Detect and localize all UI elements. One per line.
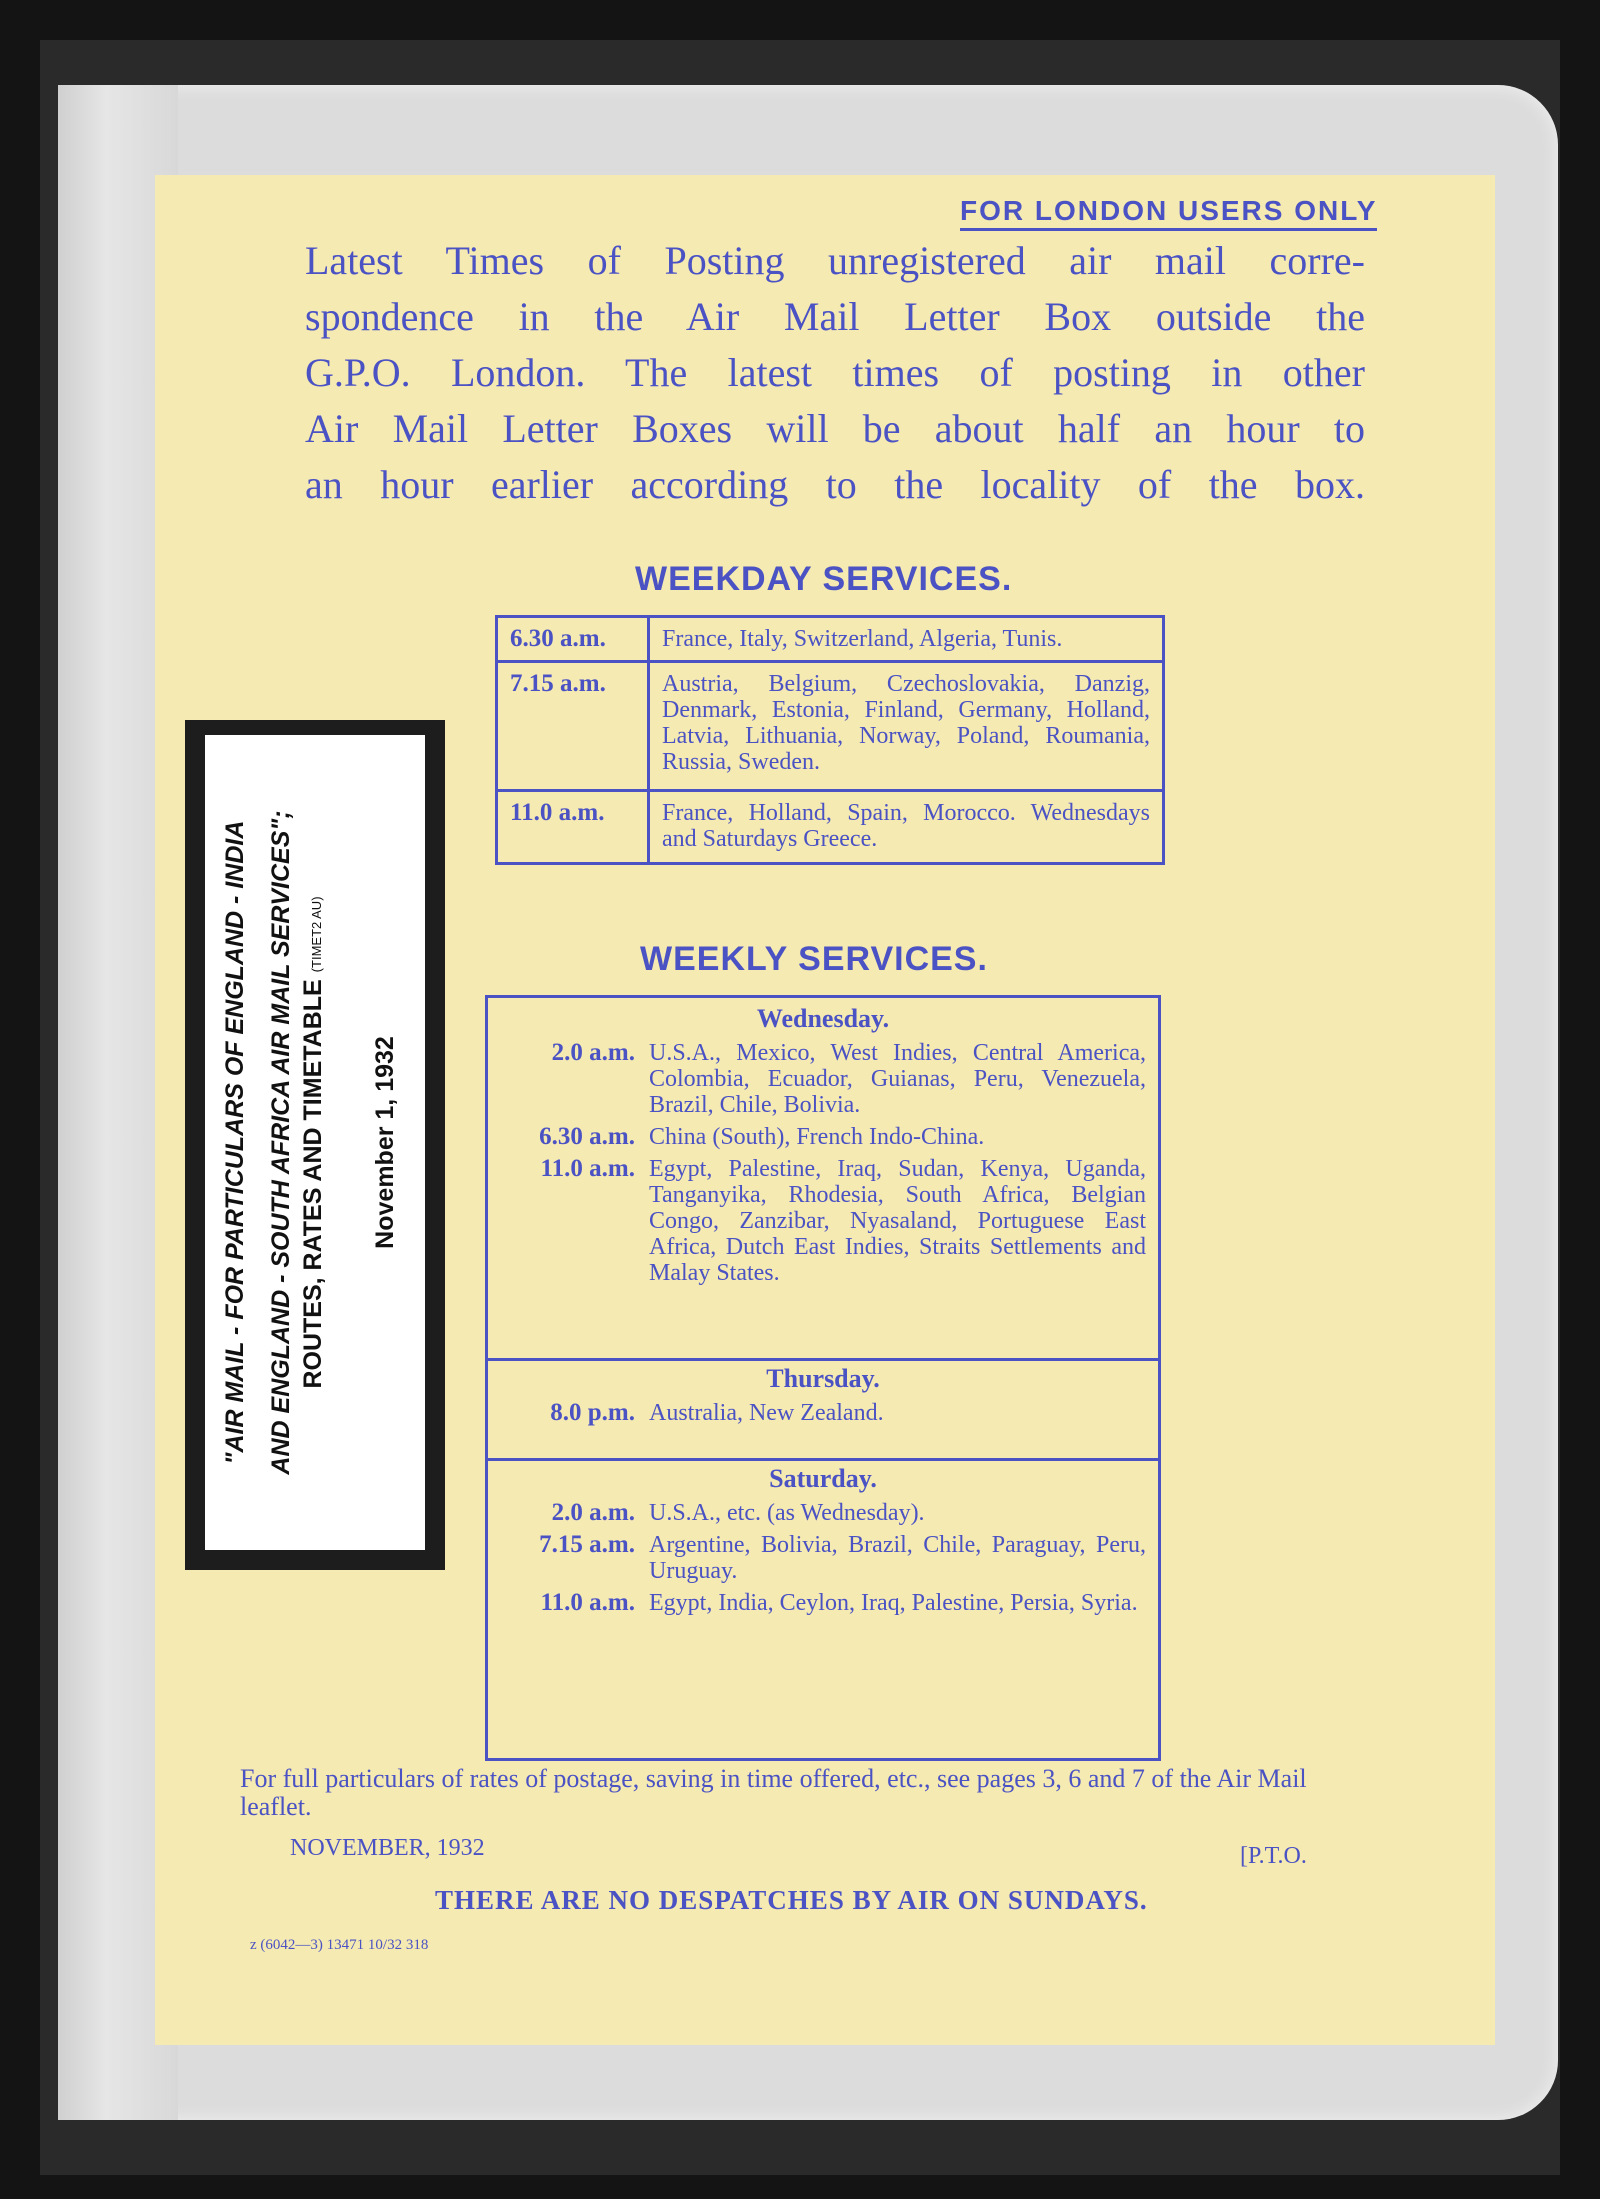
time-label: 2.0 a.m. [551, 1039, 635, 1066]
list-item [500, 1590, 1146, 1616]
time-cell: 7.15 a.m. [497, 662, 649, 791]
weekday-services-title: WEEKDAY SERVICES. [635, 560, 1013, 598]
table-row [497, 791, 1164, 864]
time-cell: 11.0 a.m. [497, 791, 649, 864]
time-label: 6.30 a.m. [539, 1123, 635, 1150]
time-label: 7.15 a.m. [539, 1531, 635, 1558]
header-for-london-users: FOR LONDON USERS ONLY [960, 195, 1377, 231]
label-line-2: AND ENGLAND - SOUTH AFRICA AIR MAIL SERVICES"; [267, 810, 295, 1475]
pto-note: [P.T.O. [1240, 1843, 1307, 1869]
intro-line: Air Mail Letter Boxes will be about half an hour to [305, 406, 1365, 451]
intro-line: an hour earlier according to the locality of the box. [305, 462, 1365, 507]
label-date: November 1, 1932 [371, 1036, 399, 1249]
footnote: For full particulars of rates of postage, saving in time offered, etc., see pages 3, 6 and 7 of the Air Mail leaflet. [240, 1764, 1307, 1821]
printer-code: z (6042—3) 13471 10/32 318 [250, 1937, 429, 1953]
label-routes-text: ROUTES, RATES AND TIMETABLE [299, 979, 327, 1389]
leaflet-date: NOVEMBER, 1932 [290, 1835, 485, 1861]
destination-cell: Austria, Belgium, Czechoslovakia, Danzig, Denmark, Estonia, Finland, Germany, Holland, Latvia, Lithuania, Norway, Poland, Roumania, Russia, Sweden. [649, 662, 1164, 791]
list-item [500, 1532, 1146, 1584]
day-block-thursday [488, 1358, 1158, 1461]
time-label: 11.0 a.m. [540, 1155, 635, 1182]
label-line-1: "AIR MAIL - FOR PARTICULARS OF ENGLAND - INDIA [221, 820, 249, 1465]
day-title: Thursday. [766, 1364, 880, 1393]
destination-text: U.S.A., Mexico, West Indies, Central America, Colombia, Ecuador, Guianas, Peru, Venezuela, Brazil, Chile, Bolivia. [649, 1040, 1146, 1118]
destination-text: Argentine, Bolivia, Brazil, Chile, Paraguay, Peru, Uruguay. [649, 1532, 1146, 1584]
album-label-text [205, 735, 425, 1550]
destination-cell: France, Italy, Switzerland, Algeria, Tunis. [649, 617, 1164, 662]
weekday-services-table [495, 615, 1165, 865]
list-item [500, 1400, 1146, 1426]
day-title: Wednesday. [756, 1004, 890, 1033]
list-item [500, 1040, 1146, 1118]
intro-line: Latest Times of Posting unregistered air mail corre- [305, 238, 1365, 283]
weekly-services-title: WEEKLY SERVICES. [640, 940, 988, 978]
weekly-services-table [485, 995, 1161, 1761]
time-label: 8.0 p.m. [550, 1399, 635, 1426]
intro-line: spondence in the Air Mail Letter Box outside the [305, 294, 1365, 339]
time-label: 2.0 a.m. [551, 1499, 635, 1526]
no-sunday-despatch-notice: THERE ARE NO DESPATCHES BY AIR ON SUNDAYS. [435, 1885, 1148, 1915]
destination-text: Egypt, Palestine, Iraq, Sudan, Kenya, Uganda, Tanganyika, Rhodesia, South Africa, Belgian Congo, Zanzibar, Nyasaland, Portuguese East Africa, Dutch East Indies, Straits Settlements and Malay States. [649, 1156, 1146, 1286]
destination-text: China (South), French Indo-China. [649, 1124, 985, 1150]
label-catalog-code: (TIMET2 AU) [309, 896, 324, 973]
day-block-saturday [488, 1458, 1158, 1755]
destination-text: Australia, New Zealand. [649, 1400, 884, 1426]
intro-line: G.P.O. London. The latest times of posting in other [305, 350, 1365, 395]
list-item [500, 1156, 1146, 1286]
table-row [497, 617, 1164, 662]
time-cell: 6.30 a.m. [497, 617, 649, 662]
destination-text: U.S.A., etc. (as Wednesday). [649, 1500, 925, 1526]
day-block-wednesday [488, 998, 1158, 1361]
destination-text: Egypt, India, Ceylon, Iraq, Palestine, Persia, Syria. [649, 1590, 1138, 1616]
table-row [497, 662, 1164, 791]
list-item [500, 1500, 1146, 1526]
intro-paragraph [305, 233, 1365, 513]
day-title: Saturday. [769, 1464, 877, 1493]
destination-cell: France, Holland, Spain, Morocco. Wednesdays and Saturdays Greece. [649, 791, 1164, 864]
label-line-3 [297, 735, 333, 1550]
list-item [500, 1124, 1146, 1150]
time-label: 11.0 a.m. [540, 1589, 635, 1616]
